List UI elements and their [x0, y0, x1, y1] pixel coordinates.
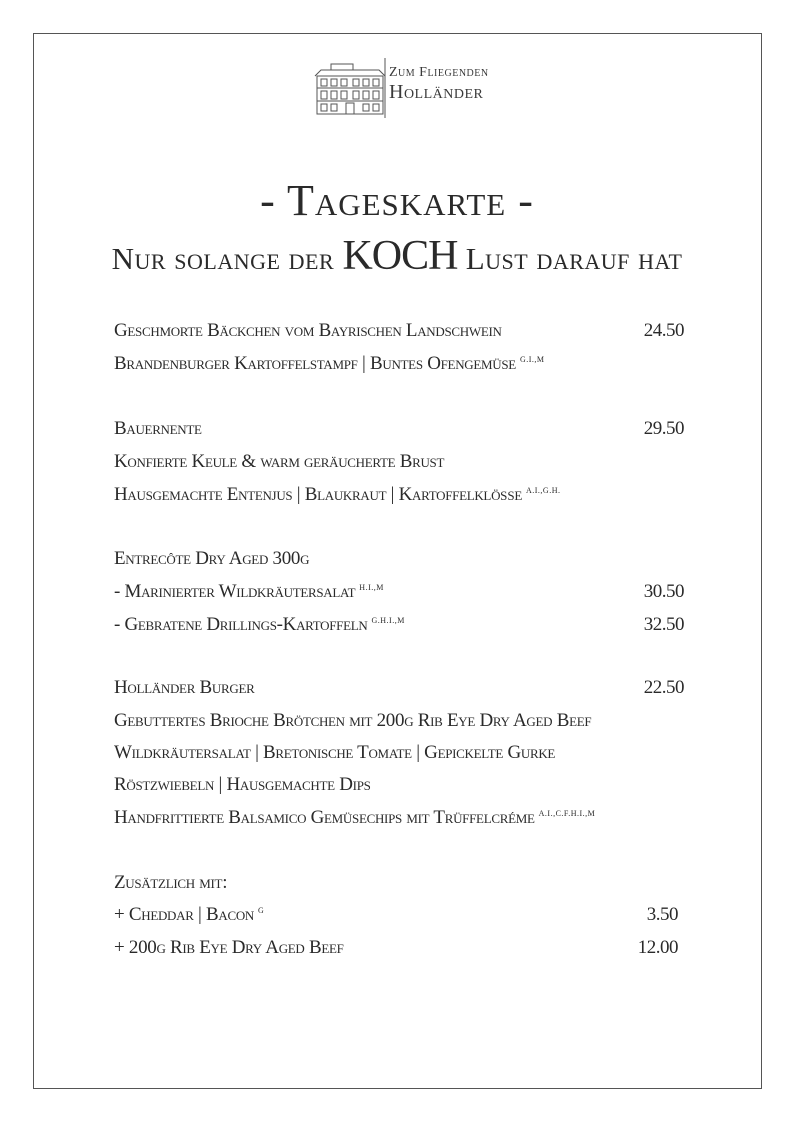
menu-line [114, 484, 684, 510]
menu-text: Hausgemachte Entenjus | Blaukraut | Kartoffelklöße [114, 484, 522, 505]
allergen-codes: H.I.,M [359, 582, 384, 592]
building-icon [313, 58, 387, 118]
menu-price: 22.50 [643, 677, 684, 698]
menu-text: Gebuttertes Brioche Brötchen mit 200g Rib Eye Dry Aged Beef [114, 710, 592, 731]
menu-line [114, 418, 684, 444]
menu-price: 12.00 [637, 937, 678, 958]
menu-text: Brandenburger Kartoffelstampf | Buntes Ofengemüse [114, 353, 516, 374]
menu-line [114, 774, 684, 800]
page-subtitle [0, 232, 794, 280]
menu-price: 30.50 [643, 581, 684, 602]
restaurant-logo [313, 58, 518, 118]
menu-line [114, 353, 684, 379]
menu-text: + 200g Rib Eye Dry Aged Beef [114, 937, 344, 958]
menu-line [114, 548, 684, 574]
menu-text: + Cheddar | Bacon [114, 904, 255, 925]
menu-line [114, 807, 684, 833]
menu-text: Konfierte Keule & warm geräucherte Brust [114, 451, 445, 472]
menu-text: - Marinierter Wildkräutersalat [114, 581, 356, 602]
menu-text: Holländer Burger [114, 677, 255, 698]
menu-price: 24.50 [643, 320, 684, 341]
logo-line-1: Zum Fliegenden [389, 65, 489, 80]
allergen-codes: G [258, 905, 265, 915]
allergen-codes: G.I.,M [519, 354, 545, 364]
menu-price: 29.50 [643, 418, 684, 439]
menu-text: Handfrittierte Balsamico Gemüsechips mit Trüffelcréme [114, 807, 535, 828]
menu-line [114, 710, 684, 736]
menu-line [114, 451, 684, 477]
menu-text: Röstzwiebeln | Hausgemachte Dips [114, 774, 371, 795]
menu-text: Bauernente [114, 418, 202, 439]
menu-text: Entrecôte Dry Aged 300g [114, 548, 310, 569]
menu-line [114, 937, 684, 963]
subtitle-emphasis: KOCH [342, 233, 458, 279]
menu-text: Geschmorte Bäckchen vom Bayrischen Landschwein [114, 320, 502, 341]
menu-price: 32.50 [643, 614, 684, 635]
menu-line [114, 872, 684, 898]
menu-line [114, 320, 684, 346]
logo-line-2: Holländer [389, 81, 484, 103]
subtitle-part-1: Nur solange der [111, 241, 343, 276]
subtitle-part-2: Lust darauf hat [457, 241, 683, 276]
menu-line [114, 677, 684, 703]
menu-line [114, 904, 684, 930]
allergen-codes: A.I.,G.H. [525, 485, 561, 495]
menu-line [114, 581, 684, 607]
allergen-codes: A.I.,C.F.H.I.,M [538, 808, 596, 818]
menu-text: - Gebratene Drillings-Kartoffeln [114, 614, 368, 635]
menu-price: 3.50 [646, 904, 678, 925]
menu-line [114, 614, 684, 640]
menu-text: Wildkräutersalat | Bretonische Tomate | Gepickelte Gurke [114, 742, 556, 763]
menu-line [114, 742, 684, 768]
allergen-codes: G.H.I.,M [371, 615, 405, 625]
page-title: - Tageskarte - [260, 176, 534, 225]
menu-text: Zusätzlich mit: [114, 872, 228, 893]
